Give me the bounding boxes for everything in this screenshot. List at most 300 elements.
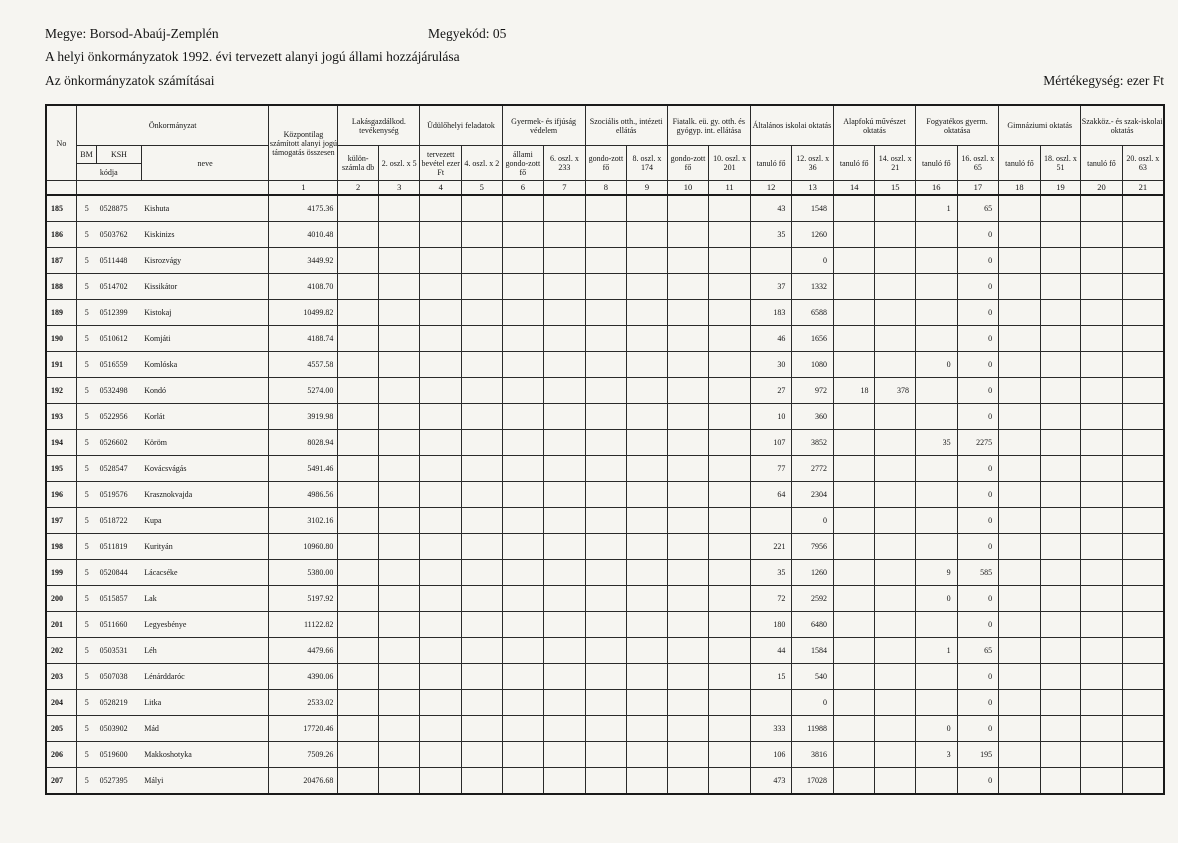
value-cell: 1548	[792, 195, 834, 222]
row-number: 195	[46, 456, 76, 482]
col-no-header: No	[46, 105, 76, 181]
municipality-name: Köröm	[141, 430, 269, 456]
bm-code: 5	[76, 222, 96, 248]
value-cell	[709, 274, 751, 300]
value-cell	[667, 638, 709, 664]
value-cell	[999, 274, 1041, 300]
value-cell	[378, 612, 420, 638]
value-cell	[462, 378, 503, 404]
value-cell	[627, 690, 668, 716]
colnum: 6	[502, 181, 544, 196]
value-cell: 6480	[792, 612, 834, 638]
bm-code: 5	[76, 195, 96, 222]
value-cell	[1040, 352, 1081, 378]
value-cell	[502, 690, 544, 716]
value-cell: 585	[957, 560, 999, 586]
value-cell	[667, 768, 709, 795]
value-cell	[627, 430, 668, 456]
total-support: 3102.16	[269, 508, 338, 534]
table-row	[46, 560, 1164, 586]
value-cell: 7956	[792, 534, 834, 560]
value-cell: 43	[750, 195, 792, 222]
value-cell	[833, 742, 875, 768]
value-cell	[709, 248, 751, 274]
table-row	[46, 742, 1164, 768]
value-cell	[420, 430, 462, 456]
municipality-name: Kupa	[141, 508, 269, 534]
group-header: Fiatalk. eü. gy. otth. és gyógyp. int. ellátása	[667, 105, 750, 146]
value-cell: 540	[792, 664, 834, 690]
subheader: tanuló fő	[833, 146, 875, 181]
total-support: 20476.68	[269, 768, 338, 795]
table-row	[46, 768, 1164, 795]
value-cell	[627, 716, 668, 742]
value-cell: 64	[750, 482, 792, 508]
value-cell	[462, 586, 503, 612]
value-cell	[709, 222, 751, 248]
value-cell	[420, 274, 462, 300]
value-cell	[462, 326, 503, 352]
value-cell	[544, 378, 586, 404]
value-cell: 378	[875, 378, 916, 404]
ksh-code: 0514702	[97, 274, 142, 300]
value-cell	[875, 482, 916, 508]
group-header: Lakásgazdálkod. tevékenység	[338, 105, 420, 146]
value-cell	[875, 768, 916, 795]
bm-code: 5	[76, 274, 96, 300]
municipality-name: Kovácsvágás	[141, 456, 269, 482]
row-number: 199	[46, 560, 76, 586]
value-cell	[1040, 404, 1081, 430]
value-cell	[875, 195, 916, 222]
value-cell	[585, 638, 627, 664]
value-cell	[420, 248, 462, 274]
group-header: Általános iskolai oktatás	[750, 105, 833, 146]
value-cell: 2592	[792, 586, 834, 612]
value-cell: 0	[957, 690, 999, 716]
value-cell	[1081, 456, 1123, 482]
value-cell	[585, 248, 627, 274]
row-number: 200	[46, 586, 76, 612]
value-cell	[627, 300, 668, 326]
value-cell	[999, 716, 1041, 742]
value-cell	[709, 560, 751, 586]
value-cell	[1081, 352, 1123, 378]
value-cell	[833, 404, 875, 430]
value-cell: 9	[916, 560, 958, 586]
value-cell	[1040, 664, 1081, 690]
colnum: 5	[462, 181, 503, 196]
table-row	[46, 326, 1164, 352]
total-support: 5380.00	[269, 560, 338, 586]
municipality-name: Lénárddaróc	[141, 664, 269, 690]
value-cell	[462, 456, 503, 482]
value-cell: 473	[750, 768, 792, 795]
value-cell: 0	[916, 352, 958, 378]
municipality-name: Komlóska	[141, 352, 269, 378]
value-cell	[544, 768, 586, 795]
value-cell	[999, 638, 1041, 664]
value-cell: 0	[957, 378, 999, 404]
value-cell	[462, 560, 503, 586]
row-number: 207	[46, 768, 76, 795]
value-cell	[338, 534, 379, 560]
value-cell	[667, 742, 709, 768]
ksh-code: 0507038	[97, 664, 142, 690]
value-cell: 77	[750, 456, 792, 482]
total-support: 3449.92	[269, 248, 338, 274]
value-cell	[833, 195, 875, 222]
value-cell	[875, 352, 916, 378]
value-cell	[1081, 560, 1123, 586]
value-cell	[338, 586, 379, 612]
table-row	[46, 430, 1164, 456]
row-number: 197	[46, 508, 76, 534]
value-cell	[833, 248, 875, 274]
value-cell	[462, 248, 503, 274]
value-cell: 3852	[792, 430, 834, 456]
municipality-name: Kondó	[141, 378, 269, 404]
value-cell	[709, 482, 751, 508]
value-cell	[338, 195, 379, 222]
row-number: 186	[46, 222, 76, 248]
municipality-name: Korlát	[141, 404, 269, 430]
municipality-name: Legyesbénye	[141, 612, 269, 638]
value-cell	[502, 612, 544, 638]
value-cell	[627, 352, 668, 378]
value-cell	[378, 638, 420, 664]
value-cell: 0	[957, 300, 999, 326]
value-cell	[462, 195, 503, 222]
value-cell	[1122, 742, 1164, 768]
value-cell	[502, 222, 544, 248]
colnum: 2	[338, 181, 379, 196]
value-cell: 0	[957, 248, 999, 274]
subheader: 6. oszl. x 233	[544, 146, 586, 181]
colnum: 14	[833, 181, 875, 196]
value-cell	[916, 482, 958, 508]
value-cell: 0	[957, 222, 999, 248]
value-cell	[462, 534, 503, 560]
value-cell	[1081, 690, 1123, 716]
row-number: 185	[46, 195, 76, 222]
value-cell	[667, 482, 709, 508]
value-cell	[462, 664, 503, 690]
table-row	[46, 638, 1164, 664]
value-cell	[462, 768, 503, 795]
value-cell	[378, 456, 420, 482]
value-cell	[916, 690, 958, 716]
value-cell	[544, 404, 586, 430]
value-cell	[502, 534, 544, 560]
value-cell	[999, 664, 1041, 690]
value-cell	[875, 508, 916, 534]
value-cell: 107	[750, 430, 792, 456]
value-cell	[462, 508, 503, 534]
value-cell	[1040, 534, 1081, 560]
total-support: 4986.56	[269, 482, 338, 508]
value-cell	[544, 638, 586, 664]
subheader: 10. oszl. x 201	[709, 146, 751, 181]
value-cell	[338, 430, 379, 456]
value-cell: 1584	[792, 638, 834, 664]
value-cell	[585, 690, 627, 716]
value-cell	[1081, 378, 1123, 404]
colnum: 18	[999, 181, 1041, 196]
value-cell	[420, 456, 462, 482]
value-cell	[462, 404, 503, 430]
value-cell	[544, 690, 586, 716]
value-cell	[1040, 612, 1081, 638]
total-support: 5274.00	[269, 378, 338, 404]
value-cell	[1081, 430, 1123, 456]
value-cell: 360	[792, 404, 834, 430]
subheader: 12. oszl. x 36	[792, 146, 834, 181]
value-cell	[585, 664, 627, 690]
bm-code: 5	[76, 378, 96, 404]
value-cell	[338, 352, 379, 378]
row-number: 189	[46, 300, 76, 326]
total-support: 5197.92	[269, 586, 338, 612]
ksh-code: 0522956	[97, 404, 142, 430]
value-cell	[502, 482, 544, 508]
total-support: 5491.46	[269, 456, 338, 482]
ksh-code: 0526602	[97, 430, 142, 456]
subheader: 4. oszl. x 2	[462, 146, 503, 181]
value-cell	[1122, 508, 1164, 534]
value-cell	[544, 456, 586, 482]
value-cell: 1260	[792, 560, 834, 586]
municipality-name: Kishuta	[141, 195, 269, 222]
value-cell: 1656	[792, 326, 834, 352]
municipality-name: Litka	[141, 690, 269, 716]
value-cell: 183	[750, 300, 792, 326]
municipality-name: Kissikátor	[141, 274, 269, 300]
value-cell	[544, 586, 586, 612]
value-cell	[585, 404, 627, 430]
value-cell	[502, 638, 544, 664]
bm-code: 5	[76, 560, 96, 586]
total-support: 17720.46	[269, 716, 338, 742]
col-ksh-header: KSH	[97, 146, 142, 164]
bm-code: 5	[76, 300, 96, 326]
value-cell	[502, 508, 544, 534]
value-cell	[462, 716, 503, 742]
value-cell: 0	[957, 534, 999, 560]
ksh-code: 0527395	[97, 768, 142, 795]
value-cell: 0	[916, 716, 958, 742]
value-cell	[1081, 742, 1123, 768]
value-cell	[916, 326, 958, 352]
value-cell	[875, 534, 916, 560]
value-cell	[1040, 586, 1081, 612]
value-cell	[585, 586, 627, 612]
value-cell	[667, 664, 709, 690]
value-cell	[667, 404, 709, 430]
col-kodja-header: kódja	[76, 164, 141, 181]
value-cell: 0	[957, 612, 999, 638]
group-header: Üdülőhelyi feladatok	[420, 105, 502, 146]
value-cell	[667, 378, 709, 404]
value-cell: 195	[957, 742, 999, 768]
value-cell	[378, 352, 420, 378]
value-cell	[338, 274, 379, 300]
value-cell: 35	[750, 222, 792, 248]
value-cell	[378, 586, 420, 612]
bm-code: 5	[76, 352, 96, 378]
value-cell	[420, 404, 462, 430]
subheader: állami gondo-zott fő	[502, 146, 544, 181]
value-cell: 106	[750, 742, 792, 768]
value-cell	[378, 404, 420, 430]
value-cell	[585, 378, 627, 404]
value-cell	[544, 742, 586, 768]
value-cell	[833, 716, 875, 742]
municipality-name: Kurityán	[141, 534, 269, 560]
value-cell: 46	[750, 326, 792, 352]
value-cell	[1122, 664, 1164, 690]
value-cell	[502, 378, 544, 404]
value-cell	[627, 248, 668, 274]
value-cell	[1122, 300, 1164, 326]
value-cell	[1040, 482, 1081, 508]
value-cell: 3816	[792, 742, 834, 768]
value-cell	[502, 430, 544, 456]
total-support: 4390.06	[269, 664, 338, 690]
row-number: 206	[46, 742, 76, 768]
value-cell	[1040, 690, 1081, 716]
value-cell	[1081, 612, 1123, 638]
colnum: 11	[709, 181, 751, 196]
value-cell	[916, 768, 958, 795]
value-cell	[420, 534, 462, 560]
value-cell	[544, 274, 586, 300]
value-cell	[462, 352, 503, 378]
value-cell	[502, 456, 544, 482]
ksh-code: 0503902	[97, 716, 142, 742]
value-cell	[420, 222, 462, 248]
value-cell	[544, 430, 586, 456]
value-cell	[667, 456, 709, 482]
value-cell	[1081, 586, 1123, 612]
value-cell	[627, 768, 668, 795]
value-cell	[338, 508, 379, 534]
value-cell	[338, 768, 379, 795]
value-cell	[999, 195, 1041, 222]
value-cell	[999, 456, 1041, 482]
row-number: 202	[46, 638, 76, 664]
value-cell	[627, 560, 668, 586]
value-cell: 72	[750, 586, 792, 612]
value-cell	[378, 690, 420, 716]
value-cell: 0	[957, 768, 999, 795]
subheader: gondo-zott fő	[585, 146, 627, 181]
bm-code: 5	[76, 638, 96, 664]
ksh-code: 0518722	[97, 508, 142, 534]
value-cell	[667, 560, 709, 586]
value-cell: 18	[833, 378, 875, 404]
value-cell	[1040, 508, 1081, 534]
value-cell	[585, 768, 627, 795]
value-cell: 0	[957, 508, 999, 534]
row-number: 201	[46, 612, 76, 638]
subheader: 8. oszl. x 174	[627, 146, 668, 181]
value-cell: 1080	[792, 352, 834, 378]
value-cell	[1081, 716, 1123, 742]
value-cell	[875, 456, 916, 482]
value-cell: 0	[957, 404, 999, 430]
municipality-name: Makkoshotyka	[141, 742, 269, 768]
value-cell	[1081, 664, 1123, 690]
value-cell: 180	[750, 612, 792, 638]
col-neve-header: neve	[141, 146, 269, 181]
value-cell	[999, 586, 1041, 612]
value-cell	[338, 300, 379, 326]
table-row	[46, 690, 1164, 716]
value-cell	[709, 690, 751, 716]
total-support: 4479.66	[269, 638, 338, 664]
document-subtitle: Az önkormányzatok számításai	[45, 73, 215, 88]
table-row	[46, 195, 1164, 222]
value-cell	[420, 195, 462, 222]
col-bm-header: BM	[76, 146, 96, 164]
value-cell	[667, 195, 709, 222]
value-cell	[544, 482, 586, 508]
value-cell	[999, 612, 1041, 638]
value-cell: 37	[750, 274, 792, 300]
ksh-code: 0503531	[97, 638, 142, 664]
value-cell	[1040, 248, 1081, 274]
value-cell	[1122, 690, 1164, 716]
total-support: 4557.58	[269, 352, 338, 378]
value-cell	[1040, 560, 1081, 586]
total-support: 10499.82	[269, 300, 338, 326]
bm-code: 5	[76, 430, 96, 456]
county-label: Megye: Borsod-Abaúj-Zemplén	[45, 26, 219, 41]
value-cell	[544, 664, 586, 690]
value-cell	[544, 716, 586, 742]
value-cell	[667, 534, 709, 560]
colnum: 12	[750, 181, 792, 196]
municipality-name: Lak	[141, 586, 269, 612]
subheader: 2. oszl. x 5	[378, 146, 420, 181]
value-cell: 0	[957, 716, 999, 742]
value-cell	[378, 430, 420, 456]
table-row	[46, 534, 1164, 560]
value-cell	[1040, 222, 1081, 248]
value-cell	[709, 404, 751, 430]
value-cell	[1040, 195, 1081, 222]
total-support: 10960.80	[269, 534, 338, 560]
value-cell	[709, 534, 751, 560]
row-number: 204	[46, 690, 76, 716]
value-cell	[585, 222, 627, 248]
value-cell	[627, 508, 668, 534]
value-cell	[999, 742, 1041, 768]
value-cell: 0	[792, 690, 834, 716]
value-cell	[420, 378, 462, 404]
value-cell	[585, 430, 627, 456]
value-cell	[502, 300, 544, 326]
value-cell: 221	[750, 534, 792, 560]
value-cell	[709, 456, 751, 482]
value-cell: 1	[916, 638, 958, 664]
value-cell	[1122, 456, 1164, 482]
value-cell	[585, 560, 627, 586]
value-cell	[875, 404, 916, 430]
bm-code: 5	[76, 534, 96, 560]
value-cell	[378, 326, 420, 352]
